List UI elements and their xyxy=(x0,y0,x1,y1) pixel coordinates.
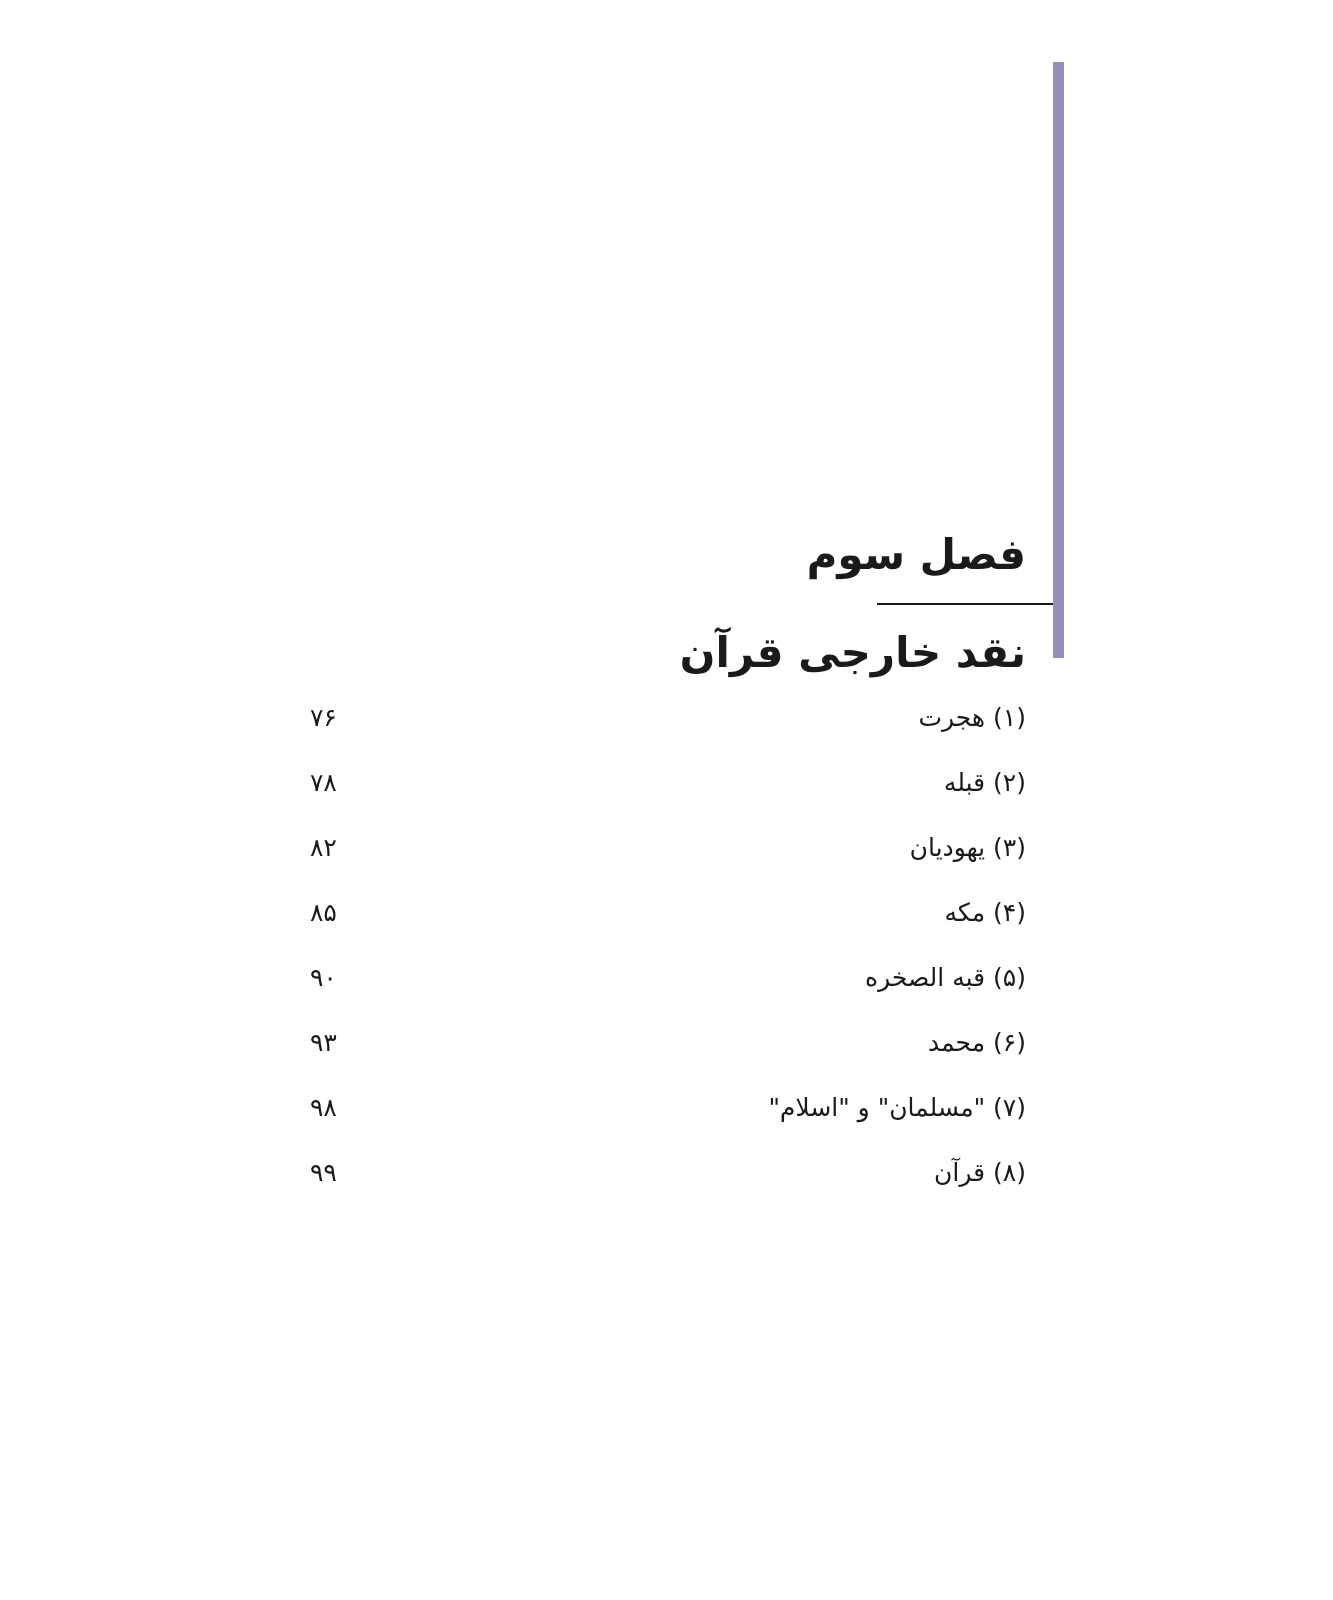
toc-entry-page: ۸۲ xyxy=(310,833,337,862)
toc-entry-page: ۹۳ xyxy=(310,1028,337,1057)
toc-entry[interactable] xyxy=(310,830,1026,895)
toc-entry-page: ۹۰ xyxy=(310,963,337,992)
chapter-number-heading: فصل سوم xyxy=(806,530,1026,579)
toc-entry-title: (۵) قبه الصخره xyxy=(864,963,1026,992)
chapter-title: نقد خارجی قرآن xyxy=(679,628,1026,677)
toc-entry-title: (۲) قبله xyxy=(943,768,1026,797)
toc-entry[interactable] xyxy=(310,960,1026,1025)
toc-entry[interactable] xyxy=(310,1025,1026,1090)
toc-entry-page: ۹۹ xyxy=(310,1158,337,1187)
toc-entry-title: (۸) قرآن xyxy=(934,1158,1026,1187)
toc-entry[interactable] xyxy=(310,1090,1026,1155)
toc-entry-title: (۶) محمد xyxy=(927,1028,1026,1057)
heading-divider xyxy=(877,603,1053,605)
toc-entry-title: (۱) هجرت xyxy=(918,703,1026,732)
toc-entry-page: ۹۸ xyxy=(310,1093,337,1122)
toc-entry-title: (۷) "مسلمان" و "اسلام" xyxy=(768,1093,1026,1122)
toc-entry[interactable] xyxy=(310,765,1026,830)
toc-entry-title: (۴) مکه xyxy=(944,898,1026,927)
toc-entry[interactable] xyxy=(310,895,1026,960)
toc-entry-page: ۷۸ xyxy=(310,768,337,797)
table-of-contents xyxy=(310,700,1026,1220)
toc-entry-page: ۷۶ xyxy=(310,703,337,732)
toc-entry[interactable] xyxy=(310,1155,1026,1220)
toc-entry-page: ۸۵ xyxy=(310,898,337,927)
toc-entry-title: (۳) یهودیان xyxy=(909,833,1026,862)
toc-entry[interactable] xyxy=(310,700,1026,765)
chapter-accent-bar xyxy=(1053,62,1064,658)
